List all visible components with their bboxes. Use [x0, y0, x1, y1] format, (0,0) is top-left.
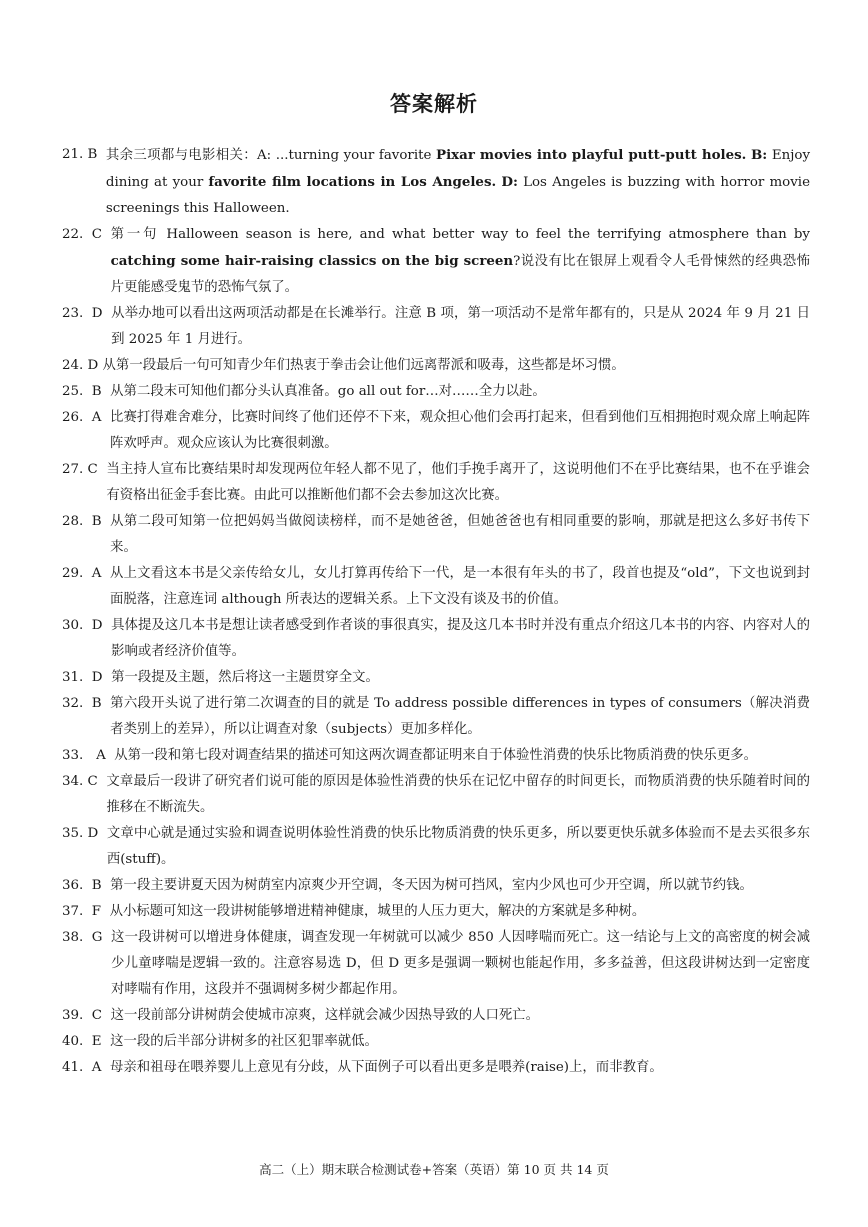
explanation-text: 当主持人宣布比赛结果时却发现两位年轻人都不见了，他们手挽手离开了，这说明他们不在乎比赛结果，也不在乎谁会有资格出征金手套比赛。由此可以推断他们都不会去参加这次比赛。 [106, 462, 810, 503]
answer-item [62, 821, 810, 873]
answer-number: 30. D [62, 618, 112, 633]
answer-number: 29. A [62, 566, 110, 581]
quoted-text-bold: D: [501, 174, 518, 190]
answer-explanation [111, 925, 810, 1003]
answer-number: 25. B [62, 384, 111, 399]
answer-item [62, 379, 810, 405]
explanation-text: 母亲和祖母在喂养婴儿上意见有分歧，从下面例子可以看出更多是喂养(raise)上，而非教育。 [110, 1060, 663, 1075]
answer-explanation [114, 743, 810, 769]
explanation-text: Los Angeles is buzzing with horror movie screenings this Halloween. [105, 175, 810, 216]
answer-explanation [111, 665, 810, 691]
page-title: 答案解析 [390, 92, 478, 116]
answer-item [62, 1003, 810, 1029]
quoted-text-bold: favorite film locations in Los Angeles. [208, 174, 497, 190]
answer-explanation [110, 509, 810, 561]
explanation-text: ?说没有比在银屏上观看令人毛骨悚然的经典恐怖片更能感受鬼节的恐怖气氛了。 [110, 254, 810, 295]
answer-explanation [110, 1029, 810, 1055]
answer-number: 26. A [62, 410, 110, 425]
quoted-text-bold: Pixar movies into playful putt-putt holes. [436, 147, 747, 163]
explanation-text: 第一段提及主题，然后将这一主题贯穿全文。 [111, 670, 379, 685]
answer-explanation [110, 1055, 810, 1081]
answer-explanation [110, 899, 810, 925]
answer-number: 32. B [62, 696, 111, 711]
answer-explanation [107, 821, 810, 873]
explanation-text: 这一段前部分讲树荫会使城市凉爽，这样就会减少因热导致的人口死亡。 [110, 1008, 540, 1023]
answer-number: 28. B [62, 514, 111, 529]
quoted-text-bold: B: [750, 147, 768, 163]
answer-number: 36. B [62, 878, 111, 893]
explanation-text: 这一段讲树可以增进身体健康，调查发现一年树就可以减少 850 人因哮喘而死亡。这一结论与上文的高密度的树会减少儿童哮喘是逻辑一致的。注意容易选 D，但 D 更多是强调一颗树也能起作用，多多益善，但这段讲树达到一定密度对哮喘有作用，这段并不强调树多树少都起作用。 [111, 930, 810, 997]
answer-item [62, 142, 810, 222]
answer-item [62, 1055, 810, 1081]
explanation-text: 其余三项都与电影相关：A: ...turning your favorite [105, 148, 437, 163]
explanation-text: 第一句 Halloween season is here, and what better way to feel the terrifying atmosphere than by [110, 227, 810, 242]
answer-item [62, 301, 810, 353]
answer-explanation [103, 353, 810, 379]
explanation-text: 从上文看这本书是父亲传给女儿，女儿打算再传给下一代，是一本很有年头的书了，段首也提及“old”，下文也说到封面脱落，注意连词 although 所表达的逻辑关系。上下文没有谈及书的价值。 [110, 566, 810, 607]
answer-explanation [110, 873, 810, 899]
answer-explanation [111, 301, 810, 353]
answer-number: 22. C [62, 227, 111, 242]
answer-number: 35. D [62, 826, 107, 841]
explanation-text: 从第一段最后一句可知青少年们热衷于拳击会让他们远离帮派和吸毒，这些都是坏习惯。 [102, 358, 625, 373]
answer-item [62, 1029, 810, 1055]
explanation-text: 这一段的后半部分讲树多的社区犯罪率就低。 [110, 1034, 378, 1049]
explanation-text: 第一段主要讲夏天因为树荫室内凉爽少开空调，冬天因为树可挡风，室内少风也可少开空调，所以就节约钱。 [110, 878, 753, 893]
answer-number: 34. C [62, 774, 107, 789]
answer-explanation [110, 379, 810, 405]
answer-number: 27. C [62, 462, 107, 477]
explanation-text: 从小标题可知这一段讲树能够增进精神健康，城里的人压力更大，解决的方案就是多种树。 [109, 904, 646, 919]
answer-item [62, 457, 810, 509]
answer-item [62, 509, 810, 561]
answer-item [62, 222, 810, 301]
explanation-text: 具体提及这几本书是想让读者感受到作者谈的事很真实，提及这几本书时并没有重点介绍这几本书的内容、内容对人的影响或者经济价值等。 [111, 618, 810, 659]
explanation-text: 从第二段可知第一位把妈妈当做阅读榜样，而不是她爸爸，但她爸爸也有相同重要的影响，那就是把这么多好书传下来。 [110, 514, 810, 555]
explanation-text: 文章中心就是通过实验和调查说明体验性消费的快乐比物质消费的快乐更多，所以要更快乐就多体验而不是去买很多东西(stuff)。 [106, 826, 810, 867]
answer-item [62, 925, 810, 1003]
answer-item [62, 613, 810, 665]
answer-number: 24. D [62, 358, 103, 373]
explanation-text: 文章最后一段讲了研究者们说可能的原因是体验性消费的快乐在记忆中留存的时间更长，而物质消费的快乐随着时间的推移在不断流失。 [106, 774, 810, 815]
explanation-text: 第六段开头说了进行第二次调查的目的就是 To address possible differences in types of consumers（解决消费者类别上的差异），所以让调查对象（subjects）更加多样化。 [110, 696, 810, 737]
answer-explanation [111, 613, 810, 665]
explanation-text: 从举办地可以看出这两项活动都是在长滩举行。注意 B 项，第一项活动不是常年都有的，只是从 2024 年 9 月 21 日到 2025 年 1 月进行。 [111, 306, 810, 347]
answer-explanation [110, 405, 810, 457]
answer-item [62, 665, 810, 691]
answer-explanation [106, 142, 810, 222]
answer-explanation [111, 1003, 810, 1029]
explanation-text: 从第二段末可知他们都分头认真准备。go all out for…对……全力以赴。 [110, 384, 546, 399]
answer-explanation [111, 222, 810, 301]
answer-explanation [106, 457, 810, 509]
answer-number: 38. G [62, 930, 112, 945]
answer-number: 21. B [62, 147, 106, 162]
answer-item [62, 769, 810, 821]
answer-list [62, 142, 810, 1081]
answer-item [62, 405, 810, 457]
answer-item [62, 691, 810, 743]
answer-number: 23. D [62, 306, 112, 321]
answer-item [62, 561, 810, 613]
answer-number: 37. F [62, 904, 110, 919]
quoted-text-bold: catching some hair-raising classics on the big screen [110, 253, 514, 269]
answer-number: 41. A [62, 1060, 110, 1075]
answer-number: 39. C [62, 1008, 111, 1023]
answer-explanation [106, 769, 810, 821]
explanation-text: 从第一段和第七段对调查结果的描述可知这两次调查都证明来自于体验性消费的快乐比物质消费的快乐更多。 [114, 748, 757, 763]
explanation-text: Enjoy dining at your [105, 148, 811, 190]
page-footer: 高二（上）期末联合检测试卷+答案（英语）第 10 页 共 14 页 [259, 1162, 609, 1177]
answer-item [62, 353, 810, 379]
explanation-text: 比赛打得难舍难分，比赛时间终了他们还停不下来，观众担心他们会再打起来，但看到他们互相拥抱时观众席上响起阵阵欢呼声。观众应该认为比赛很刺激。 [110, 410, 810, 451]
answer-explanation [110, 691, 810, 743]
answer-item [62, 873, 810, 899]
answer-item [62, 899, 810, 925]
answer-number: 33. A [62, 748, 115, 763]
answer-item [62, 743, 810, 769]
answer-explanation [110, 561, 810, 613]
answer-number: 31. D [62, 670, 112, 685]
answer-number: 40. E [62, 1034, 111, 1049]
